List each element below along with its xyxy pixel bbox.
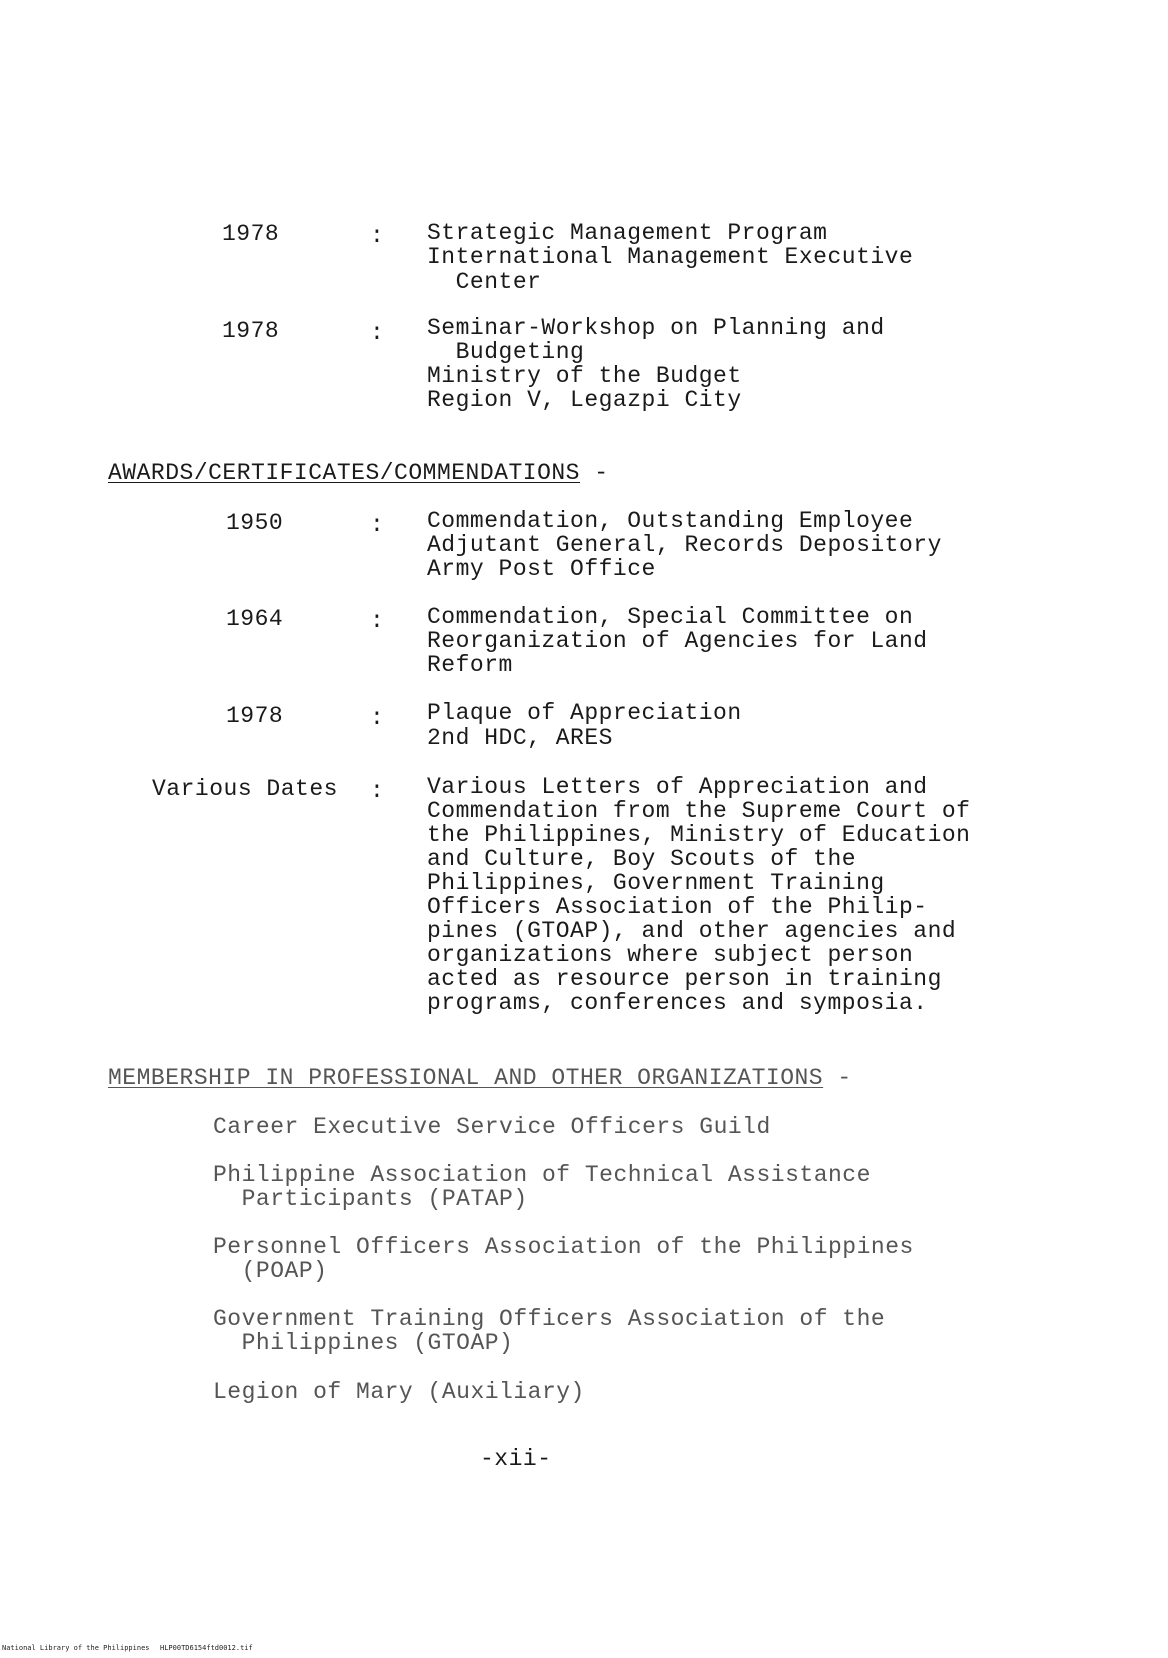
award-1-colon: :	[370, 512, 385, 538]
award-2-line-3: Reform	[427, 652, 513, 678]
membership-item-4-line-2: Philippines (GTOAP)	[213, 1330, 514, 1356]
membership-item-2-line-1: Philippine Association of Technical Assistance	[213, 1162, 871, 1188]
membership-item-3-line-1: Personnel Officers Association of the Philippines	[213, 1234, 914, 1260]
award-4-line-8: organizations where subject person	[427, 942, 914, 968]
training-1-line-1: Strategic Management Program	[427, 220, 828, 246]
award-1-year: 1950	[226, 510, 284, 536]
award-2-line-1: Commendation, Special Committee on	[427, 604, 914, 630]
training-2-line-1: Seminar-Workshop on Planning and	[427, 315, 885, 341]
awards-heading	[108, 461, 609, 486]
award-3-colon: :	[370, 705, 385, 731]
award-3-line-2: 2nd HDC, ARES	[427, 725, 613, 751]
membership-heading-text: MEMBERSHIP IN PROFESSIONAL AND OTHER ORGANIZATIONS	[108, 1065, 824, 1091]
award-3-line-1: Plaque of Appreciation	[427, 700, 742, 726]
awards-heading-dash: -	[579, 460, 609, 486]
award-4-line-2: Commendation from the Supreme Court of	[427, 798, 971, 824]
training-1-line-3: Center	[427, 269, 542, 295]
training-1-line-2: International Management Executive	[427, 244, 914, 270]
membership-heading	[108, 1066, 852, 1091]
membership-item-5: Legion of Mary (Auxiliary)	[213, 1379, 585, 1405]
award-1-line-3: Army Post Office	[427, 556, 656, 582]
membership-item-1: Career Executive Service Officers Guild	[213, 1114, 771, 1140]
training-1-year: 1978	[222, 221, 280, 247]
footer-library: National Library of the Philippines	[2, 1644, 150, 1652]
award-1-line-1: Commendation, Outstanding Employee	[427, 508, 914, 534]
award-4-year: Various Dates	[152, 776, 338, 802]
award-2-colon: :	[370, 608, 385, 634]
training-2-line-2: Budgeting	[427, 339, 585, 365]
award-1-line-2: Adjutant General, Records Depository	[427, 532, 942, 558]
page-number: -xii-	[480, 1446, 552, 1472]
training-2-line-4: Region V, Legazpi City	[427, 387, 742, 413]
membership-item-2-line-2: Participants (PATAP)	[213, 1186, 528, 1212]
award-4-line-5: Philippines, Government Training	[427, 870, 885, 896]
award-2-line-2: Reorganization of Agencies for Land	[427, 628, 928, 654]
award-4-colon: :	[370, 778, 385, 804]
award-4-line-4: and Culture, Boy Scouts of the	[427, 846, 857, 872]
membership-item-4-line-1: Government Training Officers Association of the	[213, 1306, 886, 1332]
training-2-year: 1978	[222, 318, 280, 344]
training-2-line-3: Ministry of the Budget	[427, 363, 742, 389]
training-1-colon: :	[370, 223, 385, 249]
membership-item-3-line-2: (POAP)	[213, 1258, 328, 1284]
award-4-line-6: Officers Association of the Philip-	[427, 894, 928, 920]
awards-heading-text: AWARDS/CERTIFICATES/COMMENDATIONS	[108, 460, 580, 486]
award-4-line-9: acted as resource person in training	[427, 966, 942, 992]
award-3-year: 1978	[226, 703, 284, 729]
award-4-line-10: programs, conferences and symposia.	[427, 990, 928, 1016]
footer-file: HLP00TD6154ftd0012.tif	[160, 1644, 253, 1652]
training-2-colon: :	[370, 320, 385, 346]
award-4-line-7: pines (GTOAP), and other agencies and	[427, 918, 957, 944]
award-2-year: 1964	[226, 606, 284, 632]
award-4-line-3: the Philippines, Ministry of Education	[427, 822, 971, 848]
award-4-line-1: Various Letters of Appreciation and	[427, 774, 928, 800]
membership-heading-dash: -	[823, 1065, 852, 1091]
